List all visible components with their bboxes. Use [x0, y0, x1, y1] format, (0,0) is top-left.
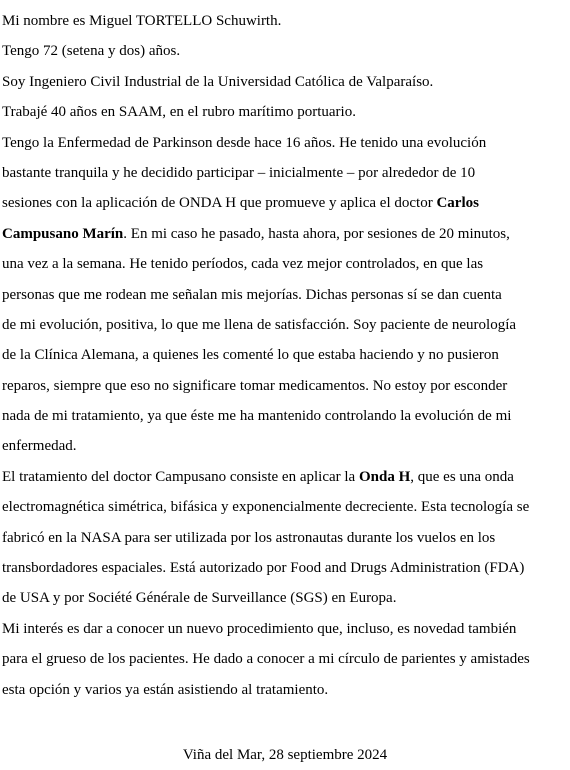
text-run: de mi evolución, positiva, lo que me llena de satisfacción. Soy paciente de neurología: [2, 316, 517, 333]
paragraph: [2, 128, 568, 462]
text-line: [2, 431, 568, 461]
text-run: Tengo la Enfermedad de Parkinson desde hace 16 años. He tenido una evolución: [2, 134, 487, 151]
place-and-date: Viña del Mar, 28 septiembre 2024: [182, 747, 388, 763]
text-run: Trabajé 40 años en SAAM, en el rubro marítimo portuario.: [2, 104, 356, 121]
text-line: [2, 401, 568, 431]
bold-text: Onda H: [358, 468, 411, 485]
text-line: [2, 128, 568, 158]
text-line: [2, 158, 568, 188]
text-line: [2, 492, 568, 522]
text-line: [2, 97, 568, 127]
text-line: [2, 36, 568, 66]
document-body: [2, 6, 568, 705]
text-run: personas que me rodean me señalan mis mejorías. Dichas personas sí se dan cuenta: [2, 286, 502, 303]
text-run: Soy Ingeniero Civil Industrial de la Universidad Católica de Valparaíso.: [2, 73, 434, 90]
text-line: [2, 188, 568, 218]
text-run: reparos, siempre que eso no significare tomar medicamentos. No estoy por esconder: [2, 377, 508, 394]
text-line: [2, 67, 568, 97]
text-line: [2, 614, 568, 644]
text-line: [2, 675, 568, 705]
paragraph: [2, 614, 568, 705]
text-line: [2, 340, 568, 370]
text-line: [2, 6, 568, 36]
text-run: transbordadores espaciales. Está autorizado por Food and Drugs Administration (FDA): [2, 560, 525, 577]
text-line: [2, 462, 568, 492]
paragraph: [2, 6, 568, 36]
text-line: [2, 523, 568, 553]
paragraph: [2, 97, 568, 127]
text-run: . En mi caso he pasado, hasta ahora, por sesiones de 20 minutos,: [123, 225, 510, 242]
text-run: para el grueso de los pacientes. He dado a conocer a mi círculo de parientes y amistades: [2, 651, 530, 668]
text-run: de la Clínica Alemana, a quienes les comenté lo que estaba haciendo y no pusieron: [2, 347, 499, 364]
text-run: una vez a la semana. He tenido períodos, cada vez mejor controlados, en que las: [2, 256, 484, 273]
text-line: [2, 583, 568, 613]
text-line: [2, 219, 568, 249]
bold-text: Carlos: [436, 195, 479, 212]
text-run: sesiones con la aplicación de ONDA H que promueve y aplica el doctor: [2, 195, 437, 212]
text-line: [2, 249, 568, 279]
text-line: [2, 553, 568, 583]
text-run: esta opción y varios ya están asistiendo al tratamiento.: [2, 681, 329, 698]
text-run: enfermedad.: [2, 438, 77, 455]
text-run: electromagnética simétrica, bifásica y exponencialmente decreciente. Esta tecnología se: [2, 499, 530, 516]
text-line: [2, 280, 568, 310]
bold-text: Campusano Marín: [2, 225, 124, 242]
text-run: El tratamiento del doctor Campusano consiste en aplicar la: [2, 468, 359, 485]
text-run: Tengo 72 (setena y dos) años.: [2, 43, 181, 60]
text-run: bastante tranquila y he decidido participar – inicialmente – por alrededor de 10: [2, 164, 476, 181]
text-line: [2, 371, 568, 401]
text-line: [2, 310, 568, 340]
text-run: Mi nombre es Miguel TORTELLO Schuwirth.: [2, 13, 282, 29]
text-run: de USA y por Société Générale de Surveillance (SGS) en Europa.: [2, 590, 397, 607]
text-run: , que es una onda: [410, 468, 514, 485]
text-run: fabricó en la NASA para ser utilizada por los astronautas durante los vuelos en los: [2, 529, 496, 546]
paragraph: [2, 462, 568, 614]
paragraph: [2, 36, 568, 66]
paragraph: [2, 67, 568, 97]
text-line: [2, 644, 568, 674]
text-run: nada de mi tratamiento, ya que éste me ha mantenido controlando la evolución de mi: [2, 408, 512, 425]
text-run: Mi interés es dar a conocer un nuevo procedimiento que, incluso, es novedad también: [2, 620, 517, 637]
